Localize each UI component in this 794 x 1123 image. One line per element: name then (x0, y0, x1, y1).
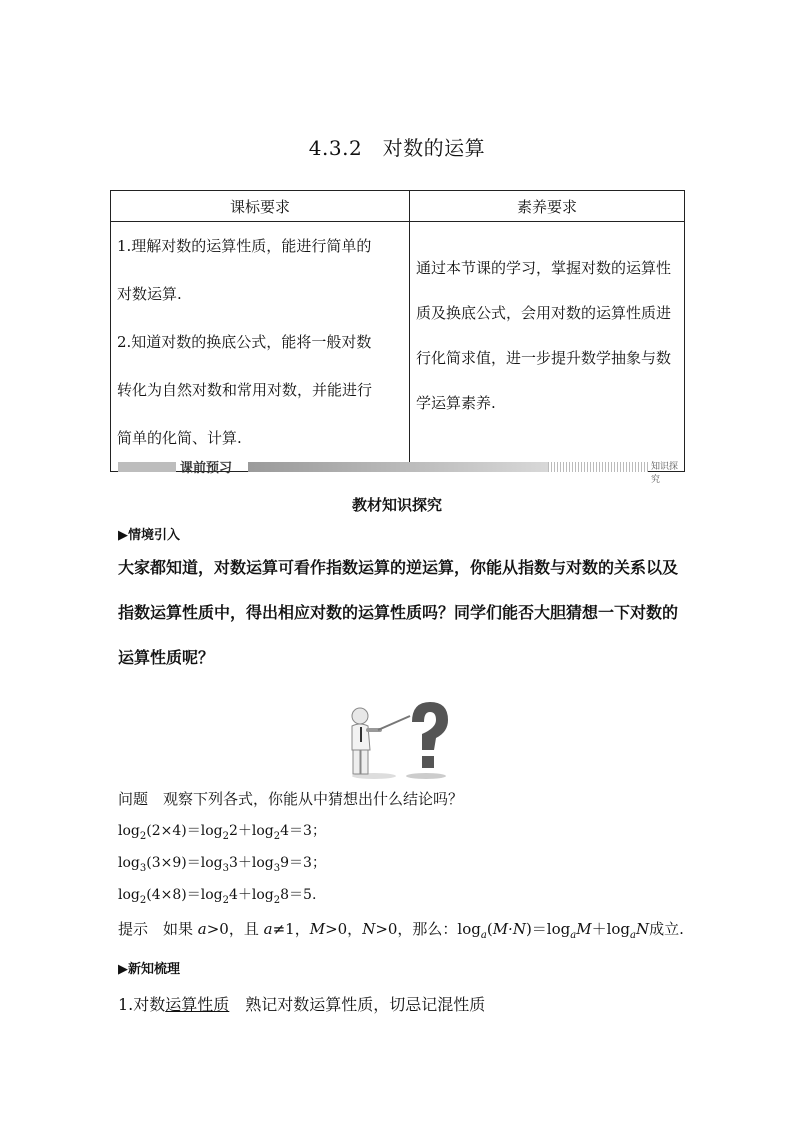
section-banner (118, 460, 679, 485)
equation-1 (118, 820, 326, 842)
literacy-line: 质及换底公式，会用对数的运算性质进 (416, 304, 672, 322)
item-prefix: 1.对数 (118, 995, 166, 1014)
hint-text (118, 918, 684, 941)
item-rest: 熟记对数运算性质，切忌记混性质 (229, 995, 486, 1014)
eq-text: 2＋log (228, 823, 274, 839)
eq-text: 9＝3； (280, 855, 326, 871)
eq-subscript: 2 (222, 894, 229, 906)
hint-var: M·N (492, 920, 526, 938)
curriculum-line: 对数运算. (117, 285, 182, 303)
eq-text: log (118, 823, 140, 839)
eq-text: 4＋log (228, 887, 274, 903)
scenario-line: 大家都知道，对数运算可看作指数运算的逆运算，你能从指数与对数的关系以及 (118, 558, 679, 577)
equation-3 (118, 884, 316, 906)
eq-text: 8＝5. (280, 887, 317, 903)
hint-var: a (197, 920, 207, 938)
hint-part: >0， (325, 920, 363, 938)
eq-subscript: 2 (273, 830, 281, 842)
eq-subscript: 2 (139, 894, 147, 906)
literacy-line: 学运算素养. (416, 394, 496, 412)
hint-var: N (635, 920, 650, 938)
banner-bar (118, 462, 176, 472)
eq-text: log (118, 887, 140, 903)
hint-var: M (576, 920, 592, 938)
hint-part: ≠1， (272, 920, 310, 938)
literacy-line: 行化简求值，进一步提升数学抽象与数 (416, 349, 672, 367)
banner-gradient-bar (248, 462, 548, 472)
hint-var: N (362, 920, 376, 938)
equation-2 (118, 852, 326, 874)
page-title: 4.3.2 对数的运算 (308, 136, 486, 160)
eq-subscript: 2 (222, 830, 229, 842)
banner-stripes (548, 462, 648, 472)
section-subheading: 教材知识探究 (351, 496, 442, 514)
eq-text: log (118, 855, 140, 871)
hint-part: >0，那么：log (375, 920, 481, 938)
eq-subscript: 3 (139, 862, 147, 874)
banner-label: 课前预习 (180, 461, 233, 476)
banner-tag: 知识探究 (651, 462, 679, 485)
item-1 (118, 992, 485, 1015)
scenario-paragraph (118, 545, 688, 680)
scenario-marker: ▶情境引入 (118, 528, 180, 543)
hint-part: ＋log (591, 920, 631, 938)
hint-var: M (309, 920, 326, 938)
curriculum-line: 转化为自然对数和常用对数，并能进行 (117, 381, 373, 399)
teacher-question-mark-icon (340, 694, 455, 780)
literacy-cell (410, 222, 685, 472)
header-curriculum: 课标要求 (111, 191, 410, 222)
hint-part: >0，且 (206, 920, 264, 938)
eq-text: (4×8)＝log (146, 887, 223, 903)
eq-subscript: 2 (273, 894, 281, 906)
requirements-table (110, 190, 685, 472)
literacy-line: 通过本节课的学习，掌握对数的运算性 (416, 259, 672, 277)
hint-part: 成立. (649, 920, 684, 938)
curriculum-line: 1.理解对数的运算性质，能进行简单的 (117, 237, 372, 255)
hint-part: 提示 如果 (118, 920, 198, 938)
eq-text: 4＝3； (280, 823, 326, 839)
eq-subscript: 3 (273, 862, 281, 874)
hint-subscript: a (630, 930, 636, 941)
hint-var: a (263, 920, 273, 938)
hint-subscript: a (480, 930, 487, 941)
eq-subscript: 3 (222, 862, 229, 874)
hint-subscript: a (570, 930, 577, 941)
item-underlined: 运算性质 (165, 995, 230, 1014)
eq-text: (2×4)＝log (146, 823, 223, 839)
scenario-line: 指数运算性质中，得出相应对数的运算性质吗？同学们能否大胆猜想一下对数的 (118, 603, 679, 622)
header-literacy: 素养要求 (410, 191, 685, 222)
eq-text: 3＋log (228, 855, 274, 871)
curriculum-cell (111, 222, 410, 472)
curriculum-line: 简单的化简、计算. (117, 429, 242, 447)
hint-part: ( (486, 920, 493, 938)
scenario-line: 运算性质呢？ (118, 648, 215, 667)
question-text: 问题 观察下列各式，你能从中猜想出什么结论吗？ (118, 790, 464, 808)
eq-text: (3×9)＝log (146, 855, 223, 871)
hint-part: )＝log (525, 920, 571, 938)
new-knowledge-marker: ▶新知梳理 (118, 962, 180, 977)
curriculum-line: 2.知道对数的换底公式，能将一般对数 (117, 333, 372, 351)
eq-subscript: 2 (139, 830, 147, 842)
